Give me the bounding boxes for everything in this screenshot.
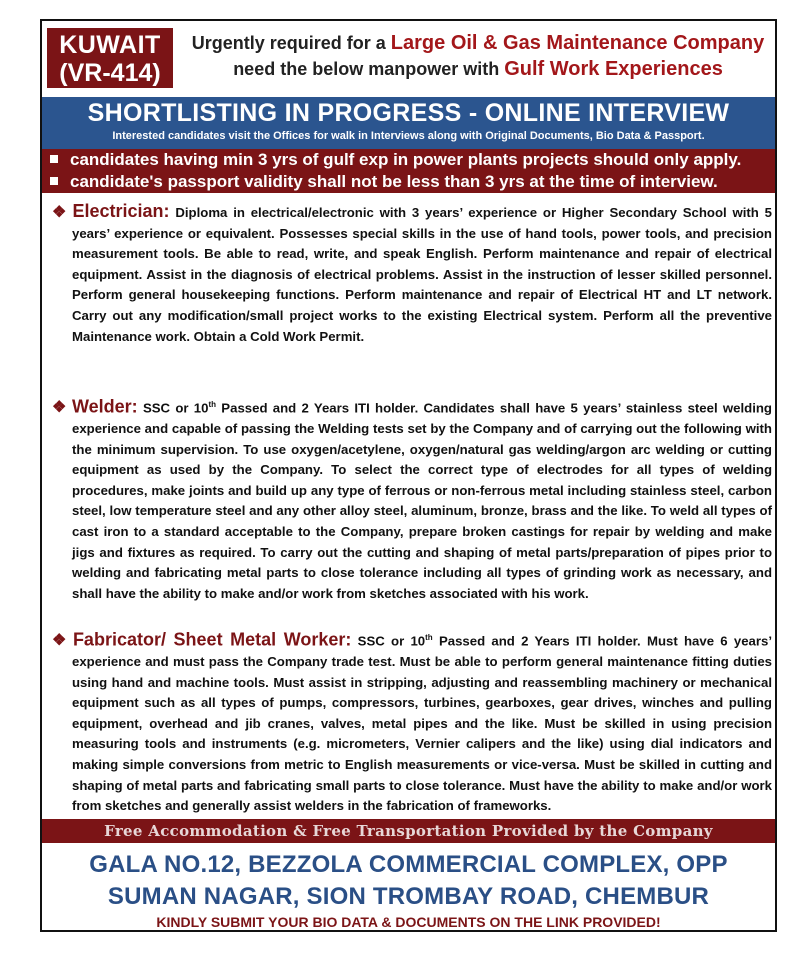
address-line-1: GALA NO.12, BEZZOLA COMMERCIAL COMPLEX, OPP	[89, 851, 728, 878]
diamond-bullet-icon: ❖	[52, 204, 69, 221]
submit-instruction: KINDLY SUBMIT YOUR BIO DATA & DOCUMENTS ON THE LINK PROVIDED!	[156, 914, 661, 930]
job-description-prefix: SSC or 10	[142, 400, 209, 416]
eligibility-rules	[42, 149, 775, 193]
job-description: Passed and 2 Years ITI holder. Candidates shall have 5 years’ stainless steel welding experience and capable of passing the Welding tests set by the Company and of carrying out the following with the minimum supervision. To use oxygen/acetylene, oxygen/natural gas welding/argon arc welding or cutting equipment as used by the Company. To select the correct type of electrodes for all types of welding procedures, make joints and build up any type of ferrous or non-ferrous metal including stainless steel, carbon steel, low temperature steel and any other alloy steel, aluminum, bronze, brass and the like. To weld all types of cast iron to a standard acceptable to the Company, prepare broken castings for repair by welding and make jigs and fixtures as required. To carry out the cutting and shaping of metal parts/preparation of pipes prior to welding and fabricating metal parts to close tolerance including all types of grinding work as necessary, and shall have the ability to make and/or work from sketches associated with his work.	[72, 400, 772, 601]
rule-text: candidates having min 3 yrs of gulf exp in power plants projects should only apply.	[70, 150, 742, 169]
ordinal-suffix: th	[425, 633, 433, 642]
address-line-2: SUMAN NAGAR, SION TROMBAY ROAD, CHEMBUR	[107, 883, 710, 910]
job-description: Passed and 2 Years ITI holder. Must have 6 years’ experience and must pass the Company trade test. Must be able to perform general maintenance fitting duties using hand and machine tools. Must assist in stripping, adjusting and reassembling machinery or mechanical equipment such as all types of pumps, compressors, turbines, gearboxes, gear drives, winches and pulling equipment, overhead and jib cranes, valves, metal pipes and the like. Must be skilled in using precision measuring tools and instruments (e.g. micrometers, Vernier calipers and the like) using dial indicators and making simple conversions from metric to English measurements or vice-versa. Must be skilled in cutting and shaping of metal parts and fabricating small parts to close tolerance. Must have the ability to make and/or work from sketches and generally assist welders in the fabrication of frameworks.	[72, 633, 772, 814]
job-title: Electrician:	[72, 201, 170, 221]
visa-reference: (VR-414)	[59, 59, 161, 87]
shortlisting-banner	[42, 97, 775, 149]
job-welder	[52, 395, 772, 604]
banner-title: SHORTLISTING IN PROGRESS - ONLINE INTERVIEW	[87, 99, 730, 127]
ordinal-suffix: th	[208, 400, 217, 409]
eligibility-rule	[50, 150, 741, 170]
job-title: Fabricator/ Sheet Metal Worker:	[72, 629, 352, 650]
country-name: KUWAIT	[59, 31, 161, 59]
job-fabricator	[52, 628, 772, 817]
headline	[178, 30, 778, 82]
diamond-bullet-icon: ❖	[52, 632, 69, 650]
job-advertisement	[40, 19, 777, 932]
square-bullet-icon	[50, 177, 58, 185]
diamond-bullet-icon: ❖	[52, 399, 68, 417]
benefits-banner: Free Accommodation & Free Transportation Provided by the Company	[42, 819, 775, 843]
headline-line-1	[178, 30, 778, 56]
eligibility-rule	[50, 172, 718, 192]
headline-line-2-prefix: need the below manpower with	[233, 59, 505, 79]
banner-subtitle: Interested candidates visit the Offices for walk in Interviews along with Original Documents, Bio Data & Passport.	[112, 130, 705, 142]
job-electrician	[52, 201, 772, 347]
company-type: Large Oil & Gas Maintenance Company	[390, 32, 765, 54]
headline-line-1-prefix: Urgently required for a	[191, 33, 391, 53]
ad-header	[42, 21, 775, 93]
rule-text: candidate's passport validity shall not be less than 3 yrs at the time of interview.	[70, 172, 718, 191]
job-title: Welder:	[71, 396, 138, 417]
job-description: Diploma in electrical/electronic with 3 years’ experience or Higher Secondary School with 5 years’ experience or equivalent. Possesses special skills in the use of hand tools, power tools, and precision measurement tools. Be able to read, write, and speak English. Perform maintenance and repair of electrical equipment. Assist in the diagnosis of electrical problems. Assist in the instruction of lesser skilled personnel. Perform general housekeeping functions. Perform maintenance and repair of Electrical HT and LT network. Carry out any modification/small project works to the existing Electrical system. Perform all the preventive Maintenance work. Obtain a Cold Work Permit.	[72, 205, 772, 344]
square-bullet-icon	[50, 155, 58, 163]
job-description-prefix: SSC or 10	[357, 633, 426, 649]
headline-line-2	[178, 56, 778, 82]
country-badge	[47, 28, 173, 88]
experience-requirement: Gulf Work Experiences	[504, 58, 723, 80]
